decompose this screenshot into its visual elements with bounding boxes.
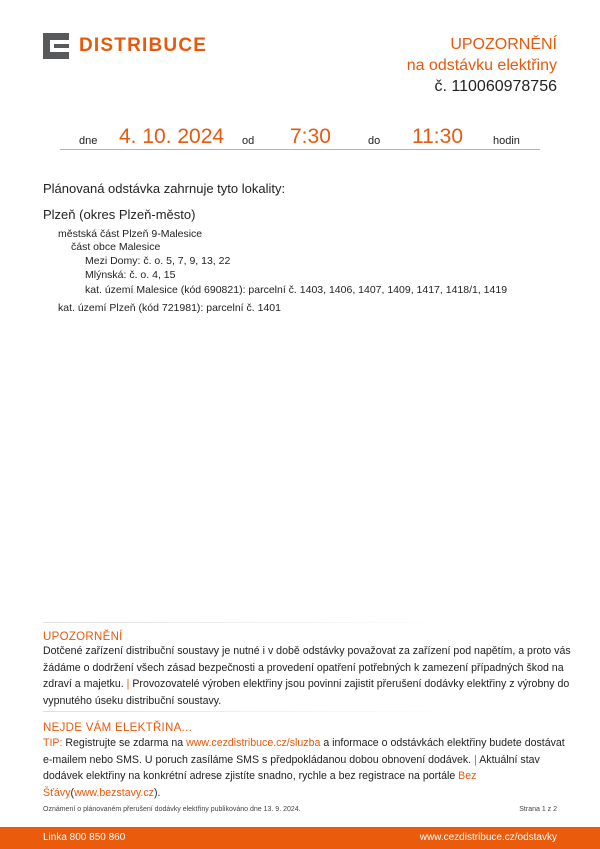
notice-number: č. 110060978756 bbox=[434, 78, 557, 95]
from-label: od bbox=[242, 135, 255, 147]
notice-title: UPOZORNĚNÍ bbox=[450, 36, 557, 53]
registration-link[interactable]: www.cezdistribuce.cz/sluzba bbox=[186, 737, 321, 749]
hotline-number: Linka 800 850 860 bbox=[43, 832, 126, 843]
municipality-part-line: část obce Malesice bbox=[71, 241, 161, 253]
brand-name: DISTRIBUCE bbox=[79, 35, 208, 56]
street-line: Mlýnská: č. o. 4, 15 bbox=[85, 269, 176, 281]
warning-text: Dotčené zařízení distribuční soustavy je nutné i v době odstávky považovat za zařízení pod napětím, a proto vás žádáme o dodržení všech zásad bezpečnosti a provedení opatření potřebných k zamezení případných škod na zdraví a majetku. | Provozovatelé výroben elektřiny jsou povinni zajistit přerušení dodávky elektřiny z výrobny do vypnutého úseku distribuční soustavy. bbox=[43, 645, 571, 707]
info-text: TIP: Registrujte se zdarma na www.cezdistribuce.cz/sluzba a informace o odstávkách elektřiny budete dostávat e-mailem nebo SMS. U poruch zasíláme SMS s předpokládanou dobou obnovení dodávek. | Aktuální stav dodávek elektřiny na konkrétní adrese zjistíte snadno, rychle a bez registrace na portále Bez Šťávy(www.bezstavy.cz). bbox=[43, 737, 565, 799]
section-divider bbox=[43, 622, 453, 623]
date-label: dne bbox=[79, 135, 98, 147]
hours-label: hodin bbox=[493, 135, 520, 147]
localities-intro: Plánovaná odstávka zahrnuje tyto lokality: bbox=[43, 181, 286, 196]
section-divider bbox=[43, 711, 453, 712]
cadastre-line: kat. území Plzeň (kód 721981): parcelní č. 1401 bbox=[58, 302, 281, 314]
page-number: Strana 1 z 2 bbox=[519, 806, 557, 813]
outage-date: 4. 10. 2024 bbox=[119, 125, 225, 148]
cez-logo-icon bbox=[43, 33, 69, 59]
to-label: do bbox=[368, 135, 381, 147]
street-line: Mezi Domy: č. o. 5, 7, 9, 13, 22 bbox=[85, 255, 231, 267]
info-heading: NEJDE VÁM ELEKTŘINA... bbox=[43, 722, 193, 734]
publication-note: Oznámení o plánovaném přerušení dodávky elektřiny publikováno dne 13. 9. 2024. bbox=[43, 806, 301, 813]
portal-link[interactable]: www.bezstavy.cz bbox=[74, 786, 154, 799]
locality-name: Plzeň (okres Plzeň-město) bbox=[43, 207, 196, 222]
notice-subtitle: na odstávku elektřiny bbox=[406, 57, 557, 74]
tip-label: TIP: bbox=[43, 737, 63, 749]
portal-name-link[interactable]: Bez Šťávy bbox=[43, 770, 477, 799]
district-line: městská část Plzeň 9-Malesice bbox=[58, 228, 203, 240]
notice-title-block bbox=[407, 34, 557, 97]
outage-end-time: 11:30 bbox=[412, 125, 463, 148]
outage-start-time: 7:30 bbox=[290, 125, 331, 148]
outage-schedule bbox=[60, 126, 540, 150]
brand-logo bbox=[43, 33, 207, 59]
warning-heading: UPOZORNĚNÍ bbox=[43, 631, 123, 643]
footer-website-link[interactable]: www.cezdistribuce.cz/odstavky bbox=[419, 832, 557, 843]
footer-bar bbox=[0, 827, 600, 849]
cadastre-line: kat. území Malesice (kód 690821): parcelní č. 1403, 1406, 1407, 1409, 1417, 1418/1, 1419 bbox=[85, 284, 508, 296]
